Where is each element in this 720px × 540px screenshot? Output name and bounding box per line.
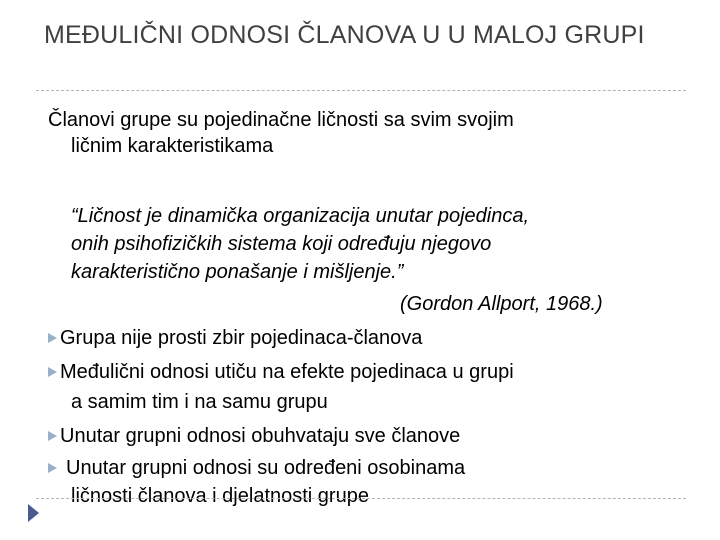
bullet-2-line-1: Međulični odnosi utiču na efekte pojedinaca u grupi bbox=[60, 361, 514, 383]
triangle-corner-icon bbox=[28, 504, 39, 522]
quote-line-3: karakteristično ponašanje i mišljenje.” bbox=[71, 261, 404, 283]
triangle-bullet-icon bbox=[48, 367, 57, 377]
intro-line-1: Članovi grupe su pojedinačne ličnosti sa svim svojim bbox=[48, 109, 514, 131]
triangle-bullet-icon bbox=[48, 431, 57, 441]
intro-line-2: ličnim karakteristikama bbox=[71, 135, 274, 157]
quote-line-1: “Ličnost je dinamička organizacija unutar pojedinca, bbox=[71, 205, 530, 227]
top-divider bbox=[36, 90, 686, 91]
triangle-bullet-icon bbox=[48, 333, 57, 343]
quote-citation: (Gordon Allport, 1968.) bbox=[400, 293, 603, 315]
bullet-1-line-1: Grupa nije prosti zbir pojedinaca-članova bbox=[60, 327, 423, 349]
slide-title: MEĐULIČNI ODNOSI ČLANOVA U U MALOJ GRUPI bbox=[44, 21, 645, 49]
bullet-2-line-2: a samim tim i na samu grupu bbox=[71, 391, 328, 413]
quote-line-2: onih psihofizičkih sistema koji određuju njegovo bbox=[71, 233, 492, 255]
bullet-4-line-2: ličnosti članova i djelatnosti grupe bbox=[71, 485, 369, 507]
triangle-bullet-icon bbox=[48, 463, 57, 473]
bullet-3-line-1: Unutar grupni odnosi obuhvataju sve članove bbox=[60, 425, 461, 447]
bottom-divider bbox=[36, 498, 686, 499]
bullet-4-line-1: Unutar grupni odnosi su određeni osobinama bbox=[66, 457, 466, 479]
